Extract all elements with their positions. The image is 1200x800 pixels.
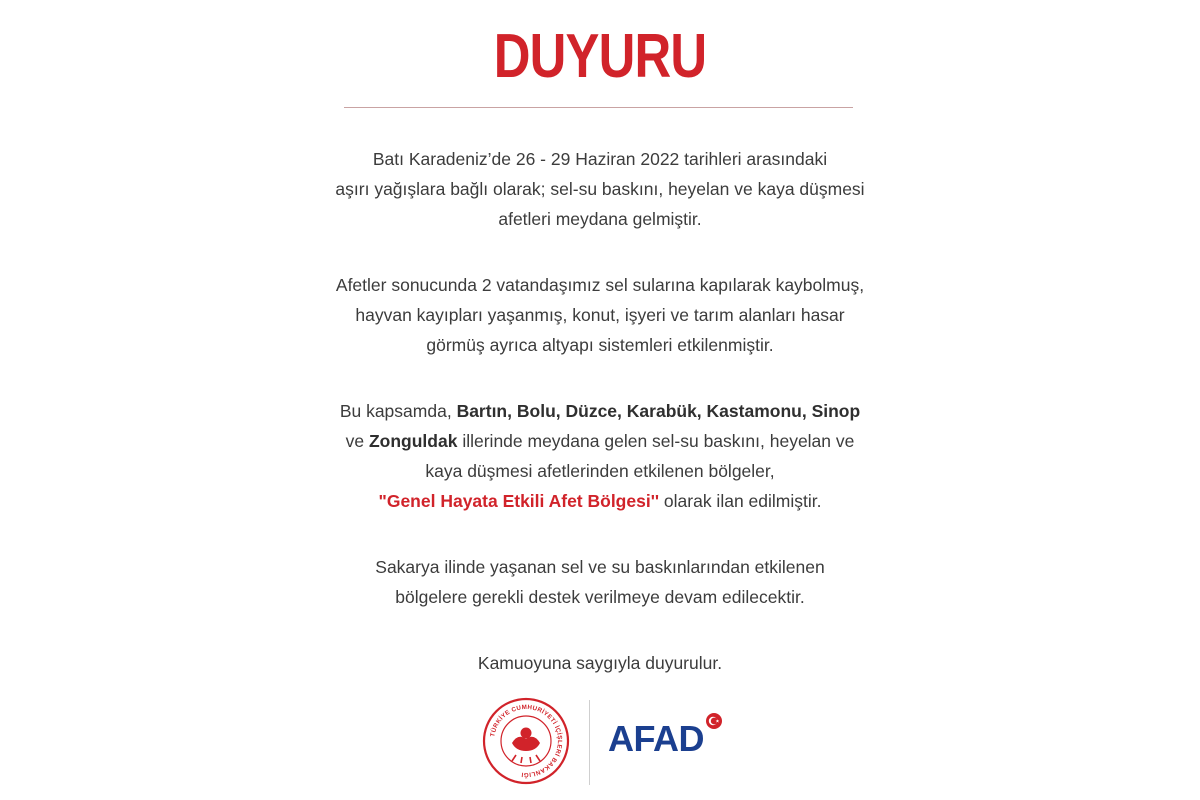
province-name: Karabük, (626, 401, 702, 421)
text-line: kaya düşmesi afetlerinden etkilenen bölgeler, (425, 461, 775, 481)
paragraph-3 (300, 396, 900, 516)
text-line: Afetler sonucunda 2 vatandaşımız sel sularına kapılarak kaybolmuş, (335, 275, 865, 295)
text-line: görmüş ayrıca altyapı sistemleri etkilenmiştir. (426, 335, 774, 355)
province-name: Bolu, (516, 401, 561, 421)
crescent-star-icon (706, 713, 722, 729)
footer-logos (0, 695, 1200, 790)
province-name: Zonguldak (368, 431, 458, 451)
text-line: Batı Karadeniz’de 26 - 29 Haziran 2022 tarihleri arasındaki (372, 149, 828, 169)
province-name: Sinop (811, 401, 861, 421)
text-line: afetleri meydana gelmiştir. (498, 209, 702, 229)
province-name: Bartın, (456, 401, 512, 421)
text-fragment: olarak ilan edilmiştir. (663, 491, 822, 511)
svg-text:TÜRKİYE CUMHURİYETİ İÇİŞLERİ B: TÜRKİYE CUMHURİYETİ İÇİŞLERİ BAKANLIĞI (489, 703, 564, 779)
intro-text: Bu kapsamda, (339, 401, 452, 421)
text-line (300, 426, 900, 456)
ministry-seal-logo (482, 697, 570, 785)
province-name: Kastamonu, (706, 401, 807, 421)
paragraph-5 (300, 648, 900, 678)
disaster-zone-highlight: "Genel Hayata Etkili Afet Bölgesi'' (378, 491, 660, 511)
province-name: Düzce, (565, 401, 622, 421)
text-line: hayvan kayıpları yaşanmış, konut, işyeri ve tarım alanları hasar (355, 305, 845, 325)
paragraph-1 (300, 144, 900, 234)
title-divider (344, 107, 853, 108)
paragraph-2 (300, 270, 900, 360)
text-line: Sakarya ilinde yaşanan sel ve su baskınlarından etkilenen (375, 557, 825, 577)
text-line: bölgelere gerekli destek verilmeye devam edilecektir. (395, 587, 805, 607)
text-fragment: illerinde meydana gelen sel-su baskını, heyelan ve (462, 431, 855, 451)
closing-line: Kamuoyuna saygıyla duyurulur. (477, 653, 723, 673)
announcement-body (300, 144, 900, 714)
logo-separator (589, 700, 590, 785)
conjunction-text: ve (345, 431, 365, 451)
text-line: aşırı yağışlara bağlı olarak; sel-su baskını, heyelan ve kaya düşmesi (335, 179, 865, 199)
afad-logo-text: AFAD (608, 718, 704, 759)
text-line (300, 486, 900, 516)
page-title: DUYURU (493, 22, 707, 91)
text-line (300, 396, 900, 426)
afad-logo (608, 713, 724, 761)
paragraph-4 (300, 552, 900, 612)
